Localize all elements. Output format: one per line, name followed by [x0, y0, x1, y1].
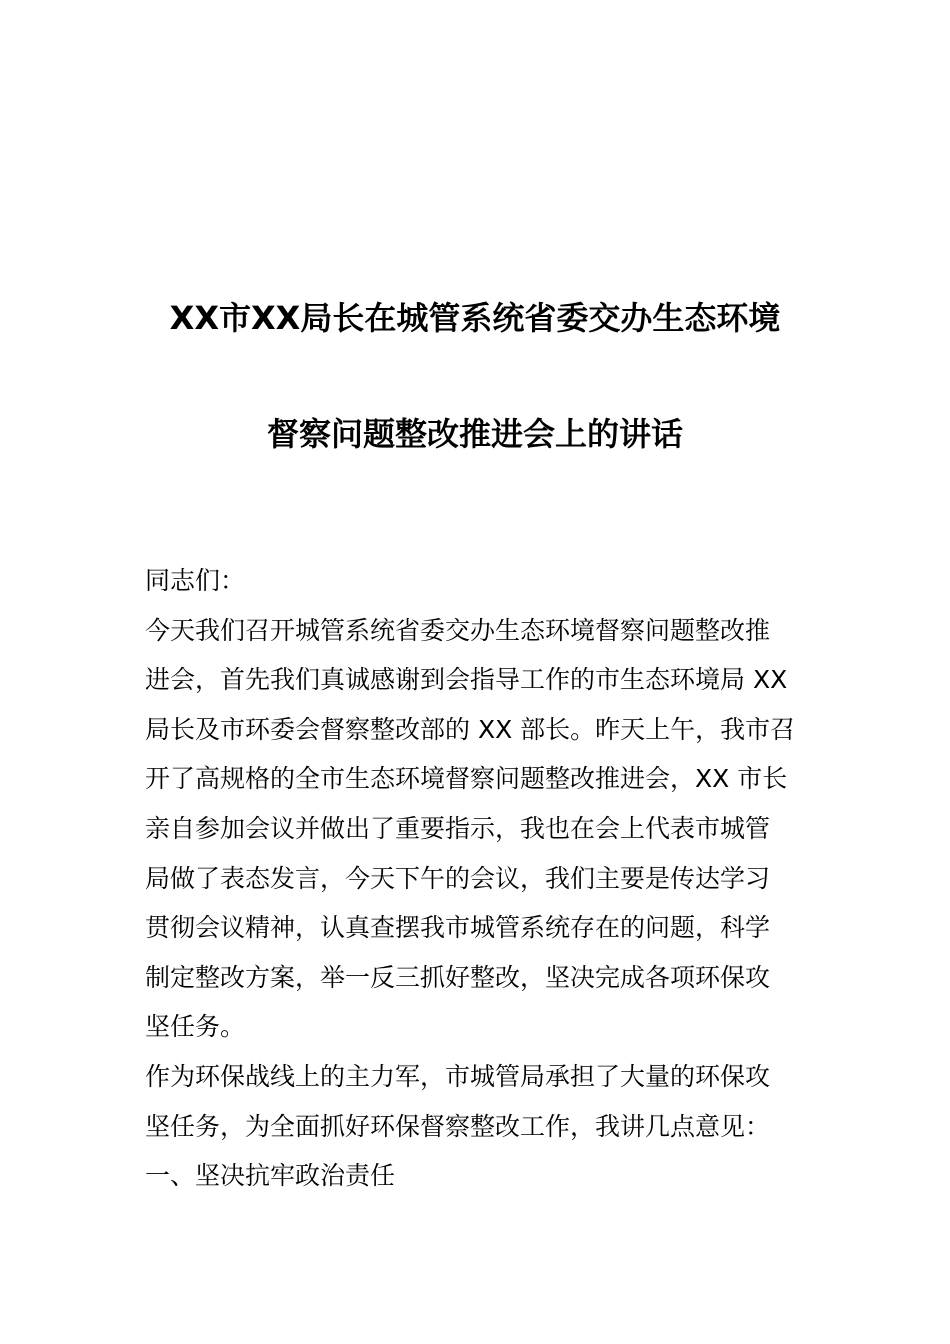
body-line: 进会，首先我们真诚感谢到会指导工作的市生态环境局 XX: [145, 665, 788, 695]
body-line: 开了高规格的全市生态环境督察问题整改推进会，XX 市长: [145, 764, 788, 794]
document-title-line-1: XX市XX局长在城管系统省委交办生态环境: [169, 299, 781, 337]
section-heading: 一、坚决抗牢政治责任: [145, 1161, 396, 1191]
body-line: 亲自参加会议并做出了重要指示，我也在会上代表市城管: [145, 813, 771, 843]
document-title-line-2: 督察问题整改推进会上的讲话: [266, 415, 683, 453]
body-line: 局长及市环委会督察整改部的 XX 部长。昨天上午，我市召: [145, 714, 796, 744]
body-line: 坚任务。: [145, 1012, 246, 1042]
salutation: 同志们：: [145, 566, 246, 595]
document-body: [145, 556, 807, 1201]
body-line: 今天我们召开城管系统省委交办生态环境督察问题整改推: [145, 615, 771, 645]
body-line: 贯彻会议精神，认真查摆我市城管系统存在的问题，科学: [145, 913, 771, 943]
body-line: 作为环保战线上的主力军，市城管局承担了大量的环保攻: [145, 1061, 771, 1091]
body-line: 坚任务，为全面抓好环保督察整改工作，我讲几点意见：: [145, 1111, 771, 1141]
body-line: 局做了表态发言，今天下午的会议，我们主要是传达学习: [145, 863, 771, 893]
body-line: 制定整改方案，举一反三抓好整改，坚决完成各项环保攻: [145, 962, 771, 992]
